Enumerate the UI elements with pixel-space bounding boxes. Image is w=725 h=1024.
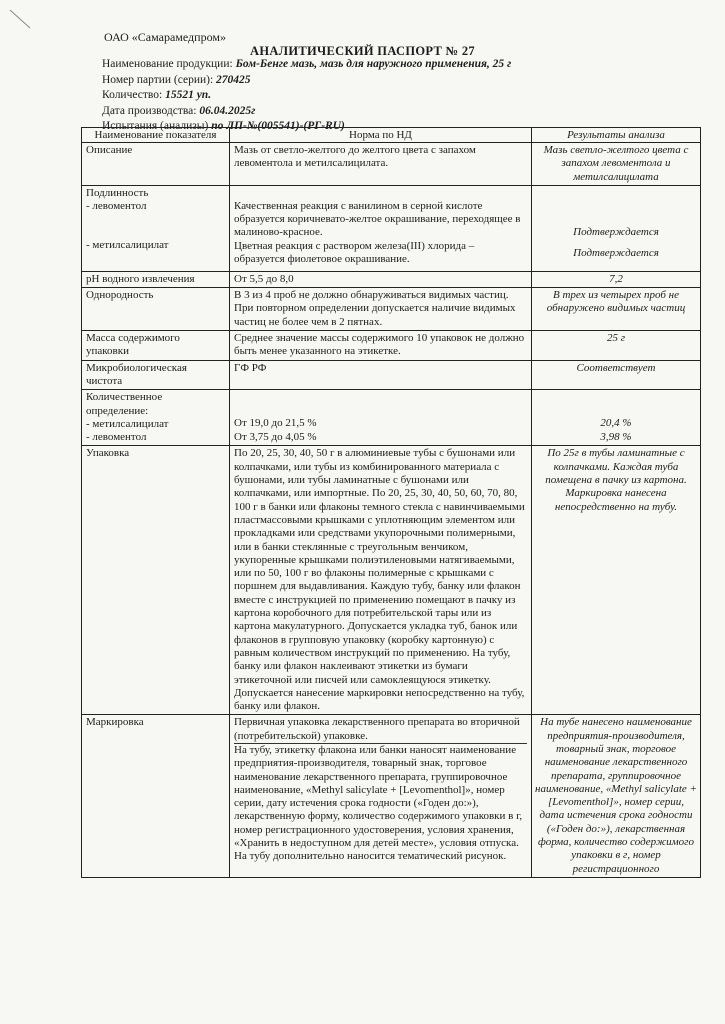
norm-primary-packaging: Первичная упаковка лекарственного препарата во вторичной (потребительской) упаковке. [234,716,527,744]
column-header-result: Результаты анализа [532,128,701,143]
indicator-title: Подлинность [86,186,149,199]
indicator-cell: pH водного извлечения [82,271,230,287]
scan-corner-mark [6,6,36,32]
result-methylsalicylate: Подтверждается [573,247,659,260]
quantity-label: Количество: [102,89,163,101]
norm-cell [230,390,532,446]
date-label: Дата производства: [102,104,197,117]
indicator-sub-levomenthol: - левоментол [86,431,147,444]
result-cell [532,185,701,271]
batch-label: Номер партии (серии): [102,73,214,86]
quantity-line [102,88,511,104]
indicator-cell: Микробиологическая чистота [82,360,230,390]
indicator-cell: Упаковка [82,446,230,715]
indicator-cell: Описание [82,143,230,186]
product-label: Наименование продукции: [102,58,233,70]
batch-value: 270425 [216,73,251,86]
date-value: 06.04.2025г [199,104,256,117]
indicator-title: Количественное определение: [86,391,163,417]
result-cell: На тубе нанесено наименование предприятия-производителя, товарный знак, торговое наименование лекарственного препарата, группировочное наименование, «Methyl salicylate + [Levomenthol]», номер серии, дата истечения срока годности («Годен до:»), лекарственная форма, количество содержимого упаковки в г, номер регистрационного [532,715,701,878]
indicator-cell [82,185,230,271]
result-cell [532,390,701,446]
result-methylsalicylate: 20,4 % [600,417,632,430]
table-row-assay [82,390,701,446]
result-levomenthol: Подтверждается [573,225,659,238]
result-cell: Соответствует [532,360,701,390]
indicator-sub-levomenthol: - левоментол [86,200,147,213]
norm-levomenthol: Качественная реакция с ванилином в серной кислоте образуется коричневато-желтое окрашивание, переходящее в малиново-красное. [234,199,521,239]
table-row-marking [82,715,701,878]
norm-cell: Мазь от светло-желтого до желтого цвета с запахом левоментола и метилсалицилата. [230,143,532,186]
table-row-identity [82,185,701,271]
result-cell: В трех из четырех проб не обнаружено видимых частиц [532,288,701,331]
table-row-homogeneity [82,288,701,331]
norm-methylsalicylate: От 19,0 до 21,5 % [234,417,317,430]
result-cell: Мазь светло-желтого цвета с запахом левоментола и метилсалицилата [532,143,701,186]
result-cell: 25 г [532,331,701,361]
column-header-indicator: Наименование показателя [82,128,230,143]
table-header-row [82,128,701,143]
indicator-cell [82,390,230,446]
table-row-packaging [82,446,701,715]
organization-name: ОАО «Самарамедпром» [104,30,226,44]
norm-cell [230,185,532,271]
norm-cell: В 3 из 4 проб не должно обнаруживаться видимых частиц. При повторном определении допускается наличие видимых частиц не более чем в 2 пятнах. [230,288,532,331]
table-row-microbiology [82,360,701,390]
table-row-mass [82,331,701,361]
result-levomenthol: 3,98 % [600,430,632,443]
batch-line [102,73,511,89]
table-row-description [82,143,701,186]
norm-levomenthol: От 3,75 до 4,05 % [234,430,317,443]
tests-value: по ЛП-№(005541)-(РГ-RU) [211,120,345,132]
result-cell: 7,2 [532,271,701,287]
passport-header [102,57,511,135]
document-title: АНАЛИТИЧЕСКИЙ ПАСПОРТ № 27 [250,44,475,58]
date-line [102,104,511,120]
product-value: Бом-Бенге мазь, мазь для наружного применения, 25 г [235,58,512,70]
norm-cell: От 5,5 до 8,0 [230,271,532,287]
indicator-sub-methylsalicylate: - метилсалицилат [86,239,169,252]
norm-cell: ГФ РФ [230,360,532,390]
quantity-value: 15521 уп. [165,89,212,101]
tests-label: Испытания (анализы) [102,120,209,132]
norm-methylsalicylate: Цветная реакция с раствором железа(III) хлорида – образуется фиолетовое окрашивание. [234,239,475,266]
table-row-ph [82,271,701,287]
norm-cell: По 20, 25, 30, 40, 50 г в алюминиевые тубы с бушонами или колпачками, или тубы из комбинированного материала с бушонами, или тубы ламинатные с бушонами или колпачками, или импортные. По 20, 25, 30, 40, 50, 60, 70, 80, 100 г в банки или флаконы темного стекла с навинчиваемыми пластмассовыми крышками с уплотняющим элементом или прокладками или средствами укупорочными полимерными, или в банки стеклянные с треугольным венчиком, укупоренные крышками полиэтиленовыми натягиваемыми, или по 50, 100 г во флаконы полимерные с крышками с поршнем для выдавливания. Каждую тубу, банку или флакон вместе с инструкцией по применению помещают в пачку из картона коробочного для потребительской тары или из картона макулатурного. Допускается укладка туб, банок или флаконов в групповую упаковку (коробку картонную) с равным количеством инструкций по применению. На тубу, банку или флакон наклеивают этикетки из бумаги этикеточной или писчей или самоклеящуюся этикетку. Допускается нанесение маркировки непосредственно на тубу, банку или флакон. [230,446,532,715]
indicator-cell: Маркировка [82,715,230,878]
result-cell: По 25г в тубы ламинатные с колпачками. Каждая туба помещена в пачку из картона. Маркировка нанесена непосредственно на тубу. [532,446,701,715]
norm-marking-text: На тубу, этикетку флакона или банки наносят наименование предприятия-производителя, товарный знак, торговое наименование лекарственного препарата, группировочное наименование, «Methyl salicylate + [Levomenthol]», номер серии, дату истечения срока годности («Годен до:»), лекарственную форму, количество содержимого упаковки в г, номер регистрационного удостоверения, условия хранения, «Хранить в недоступном для детей месте», условия отпуска. На тубу дополнительно наносится тематический рисунок. [234,743,523,863]
analysis-table [81,127,701,878]
product-line [102,57,511,73]
indicator-sub-methylsalicylate: - метилсалицилат [86,417,169,430]
column-header-norm: Норма по НД [230,128,532,143]
norm-cell: Среднее значение массы содержимого 10 упаковок не должно быть менее указанного на этикетке. [230,331,532,361]
norm-cell [230,715,532,878]
indicator-cell: Однородность [82,288,230,331]
indicator-cell: Масса содержимого упаковки [82,331,230,361]
